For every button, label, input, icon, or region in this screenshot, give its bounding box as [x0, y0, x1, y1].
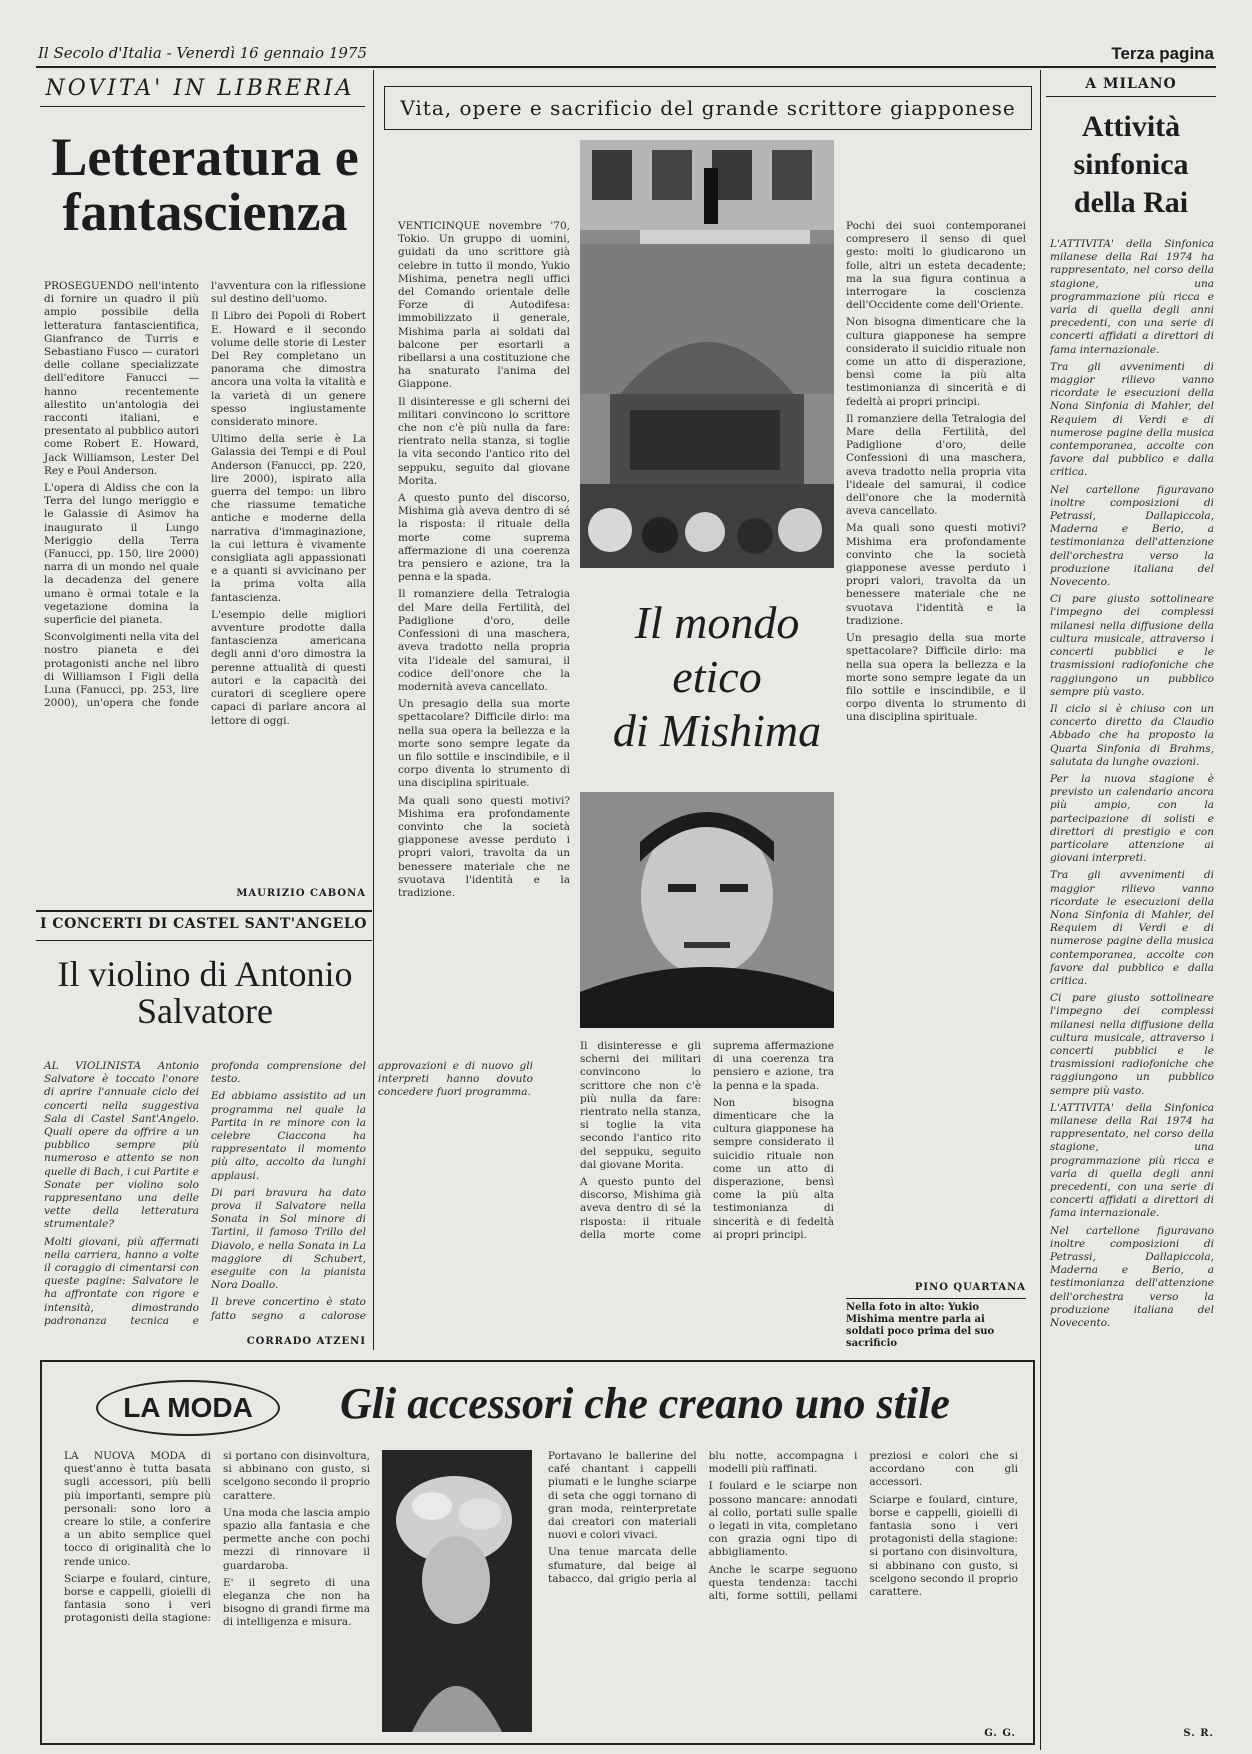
paragraph: I foulard e le sciarpe non possono mancare: annodati al collo, portati sulle spalle o legati in vita, completano con grazia ogni tipo di abbigliamento.	[708, 1480, 858, 1559]
sinfonica-byline: S. R.	[1183, 1728, 1214, 1739]
letteratura-title: Letteratura e fantascienza	[51, 127, 359, 243]
sinfonica-title: Attività sinfonica della Rai	[1073, 110, 1189, 219]
paragraph: L'esempio delle migliori avventure prodotte dalla fantascienza americana degli anni d'oro dimostra la perenne attualità di questi autori e la capacità dei curatori di scegliere opere capaci di parlare ancora al lettore di oggi.	[211, 608, 366, 727]
mishima-byline: PINO QUARTANA	[914, 1282, 1026, 1293]
sinfonica-body	[1050, 238, 1214, 1728]
moda-photo	[382, 1450, 532, 1732]
violino-kicker: I CONCERTI DI CASTEL SANT'ANGELO	[40, 916, 367, 932]
paragraph: Non bisogna dimenticare che la cultura giapponese ha sempre considerato il suicidio rituale non come un atto di disperazione, bensì come la più alta testimonianza di sincerità e di fedeltà ai propri principi.	[713, 1096, 834, 1241]
paragraph: Un presagio della sua morte spettacolare? Difficile dirlo: ma nella sua opera la bellezza e la morte sono sempre legate da un filo sottile e inscindibile, e il corpo diventa lo strumento di una disciplina spirituale.	[398, 698, 570, 790]
paragraph: Ma quali sono questi motivi? Mishima era profondamente convinto che la società giapponese avesse perduto i propri valori, travolta da un benessere materiale che ne svuotava l'identità e la tradizione.	[398, 794, 570, 899]
mishima-title-line: etico	[672, 651, 762, 702]
paragraph: Ultimo della serie è La Galassia dei Tempi e di Poul Anderson (Fanucci, pp. 220, lire 2000), ispirato alla guerra del tempo: un libro che riassume tematiche antiche e moderne della narrativa d'immaginazione, la cui lettura è vivamente consigliata agli appassionati e a quanti si avvicinano per la prima volta alla fantascienza.	[211, 433, 366, 604]
mishima-title	[592, 596, 842, 758]
mishima-body-center	[580, 1040, 834, 1340]
paragraph: Il ciclo si è chiuso con un concerto diretto da Claudio Abbado che ha proposto la Quarta Sinfonia di Brahms, salutata da lunghe ovazioni.	[1050, 702, 1214, 768]
violino-byline: CORRADO ATZENI	[246, 1336, 366, 1347]
violino-title: Il violino di Antonio Salvatore	[57, 954, 353, 1031]
paragraph: E' il segreto di una eleganza che non ha bisogno di grandi firme ma di intelligenza e misura.	[223, 1576, 370, 1629]
masthead-rule	[36, 66, 1216, 68]
paragraph: AL VIOLINISTA Antonio Salvatore è toccato l'onore di aprire l'annuale ciclo dei concerti nella suggestiva Sala di Castel Sant'Angelo. Quali opere da offrire a un pubblico sempre più numeroso e attento se non quelle di Bach, i cui Partite e Sonate per violino solo rappresentano una delle vette della letteratura strumentale?	[44, 1060, 199, 1231]
paragraph: PROSEGUENDO nell'intento di fornire un quadro il più ampio possibile della letteratura fantascientifica, Gianfranco de Turris e Sebastiano Fusco — curatori delle collane specializzate dell'editore Fanucci — hanno recentemente allestito un'antologia dei racconti italiani, e presentato al pubblico autori come Robert E. Howard, Jack Williamson, Lester Del Rey e Poul Anderson.	[44, 280, 199, 477]
letteratura-body	[44, 280, 366, 880]
violino-body	[44, 1060, 533, 1335]
column-divider	[1040, 70, 1041, 1750]
moda-body-right	[548, 1450, 1018, 1730]
moda-photo-illustration	[382, 1450, 532, 1732]
mishima-kicker: Vita, opere e sacrificio del grande scrittore giapponese	[400, 96, 1016, 120]
mishima-balcony-photo	[580, 140, 834, 568]
paragraph: Sconvolgimenti nella vita del nostro pianeta e dei protagonisti anche nel libro di Williamson I Figli della Luna (Fanucci, pp. 253, lire 2000), un'opera che fonde l'avventura con la riflessione sul destino dell'uomo.	[44, 280, 366, 710]
paragraph: Di pari bravura ha dato prova il Salvatore nella Sonata in Sol minore di Tartini, il famoso Trillo del Diavolo, e nella Sonata in La maggiore di Schubert, eseguite con la pianista Nora Doallo.	[211, 1186, 366, 1292]
mishima-title-line: di Mishima	[612, 705, 822, 756]
paragraph: Una tenue marcata delle sfumature, dal beige al tabacco, dal grigio perla al blu notte, accompagna i modelli più raffinati.	[548, 1450, 858, 1585]
paragraph: LA NUOVA MODA di quest'anno è tutta basata sugli accessori, più belli più importanti, sempre più personali: sono loro a creare lo stile, a conferire a un abito semplice quel tocco di originalità che lo rende unico.	[64, 1450, 211, 1568]
moda-label: LA MODA	[96, 1380, 280, 1436]
letteratura-byline: MAURIZIO CABONA	[236, 888, 366, 899]
paragraph: VENTICINQUE novembre '70, Tokio. Un gruppo di uomini, guidati da uno scrittore già celebre in tutto il mondo, Yukio Mishima, penetra negli uffici del Comando orientale delle Forze di Autodifesa: immobilizzato il generale, Mishima parla ai soldati dal balcone per esortarli a ribellarsi a una costituzione che ha snaturato l'anima del Giappone.	[398, 220, 570, 391]
paragraph: Nel cartellone figuravano inoltre composizioni di Petrassi, Dallapiccola, Maderna e Berio, a testimonianza dell'attenzione dell'orchestra verso la produzione italiana del Novecento.	[1050, 1224, 1214, 1330]
paragraph: L'ATTIVITA' della Sinfonica milanese della Rai 1974 ha rappresentato, nel corso della stagione, una programmazione più ricca e varia di quella degli anni precedenti, con una serie di concerti affidati a direttori di fama internazionale.	[1050, 1101, 1214, 1220]
masthead-date: Il Secolo d'Italia - Venerdì 16 gennaio 1975	[38, 44, 368, 62]
paragraph: Il disinteresse e gli scherni dei militari convincono lo scrittore che non c'è più nulla da fare: rientrato nella stanza, si toglie la vita secondo l'antico rito del seppuku, seguito dal giovane Morita.	[580, 1040, 701, 1171]
caption-rule	[846, 1298, 1026, 1299]
paragraph: Tra gli avvenimenti di maggior rilievo vanno ricordate le esecuzioni della Nona Sinfonia di Mahler, del Requiem di Verdi e di numerose pagine della musica contemporanea, accolte con favore dal pubblico e dalla critica.	[1050, 869, 1214, 987]
paragraph: Un presagio della sua morte spettacolare? Difficile dirlo: ma nella sua opera la bellezza e la morte sono sempre legate da un filo sottile e inscindibile, e il corpo diventa lo strumento di una disciplina spirituale.	[846, 632, 1026, 724]
portrait-illustration	[580, 792, 834, 1028]
kicker-rule	[40, 106, 365, 107]
paragraph: L'opera di Aldiss che con la Terra del lungo meriggio e le Galassie di Asimov ha inaugurato il Lungo Meriggio della Terra (Fanucci, pp. 150, lire 2000) narra di un mondo nel quale la decadenza del genere umano è ormai totale e la vegetazione domina la superficie del pianeta.	[44, 482, 199, 627]
paragraph: Non bisogna dimenticare che la cultura giapponese ha sempre considerato il suicidio rituale non come un atto di disperazione, bensì come la più alta testimonianza di sincerità e di fedeltà ai propri principi.	[846, 316, 1026, 408]
paragraph: Pochi dei suoi contemporanei compresero il senso di quel gesto: molti lo giudicarono un folle, altri un esteta decadente; ma la sua figura continua a interrogare la coscienza dell'Occidente come dell'Oriente.	[846, 220, 1026, 312]
paragraph: Ci pare giusto sottolineare l'impegno dei complessi milanesi nella diffusione della cultura musicale, attraverso i concerti pubblici e le trasmissioni radiofoniche che raggiungono un pubblico sempre più vasto.	[1050, 593, 1214, 698]
masthead-section: Terza pagina	[1111, 44, 1214, 63]
paragraph: Sciarpe e foulard, cinture, borse e cappelli, gioielli di fantasia sono i veri protagonisti della stagione: si portano con disinvoltura, si abbinano con gusto, si scelgono secondo il proprio carattere.	[64, 1450, 370, 1625]
sinfonica-kicker: A MILANO	[1085, 76, 1177, 92]
moda-byline: G. G.	[984, 1728, 1016, 1739]
paragraph: Il romanziere della Tetralogia del Mare della Fertilità, del Padiglione d'oro, delle Confessioni di una maschera, aveva tradotto nella propria vita l'ideale del samurai, il codice dell'onore che la modernità aveva cancellato.	[846, 412, 1026, 518]
paragraph: Il disinteresse e gli scherni dei militari convincono lo scrittore che non c'è più nulla da fare: rientrato nella stanza, si toglie la vita secondo l'antico rito del seppuku, seguito dal giovane Morita.	[398, 395, 570, 487]
paragraph: Una moda che lascia ampio spazio alla fantasia e che permette anche con pochi mezzi di rinnovare il guardaroba.	[223, 1506, 370, 1572]
section-rule	[36, 910, 372, 912]
paragraph: Molti giovani, più affermati nella carriera, hanno a volte il coraggio di cimentarsi con queste pagine: Salvatore le ha affrontate con rigore e intensità, dimostrando padronanza tecnica e profonda comprensione del testo.	[44, 1060, 366, 1327]
letteratura-kicker: NOVITA' IN LIBRERIA	[45, 76, 355, 101]
column-divider	[373, 70, 374, 1350]
mishima-body-left	[398, 220, 570, 1350]
mishima-portrait-photo	[580, 792, 834, 1028]
paragraph: Tra gli avvenimenti di maggior rilievo vanno ricordate le esecuzioni della Nona Sinfonia di Mahler, del Requiem di Verdi e di numerose pagine della musica contemporanea, accolte con favore dal pubblico e dalla critica.	[1050, 360, 1214, 479]
paragraph: Portavano le ballerine del café chantant i cappelli piumati e le lunghe sciarpe di seta che oggi tornano di gran moda, reinterpretate dai creatori con materiali nuovi e colori vivaci.	[548, 1450, 697, 1542]
paragraph: A questo punto del discorso, Mishima già aveva dentro di sé la risposta: il rituale della morte come suprema affermazione di una coerenza tra pensiero e azione, tra la penna e la spada.	[580, 1040, 834, 1241]
moda-body-left	[64, 1450, 370, 1730]
paragraph: Ci pare giusto sottolineare l'impegno dei complessi milanesi nella diffusione della cultura musicale, attraverso i concerti pubblici e le trasmissioni radiofoniche che raggiungono un pubblico sempre più vasto.	[1050, 992, 1214, 1097]
mishima-title-line: Il mondo	[634, 597, 800, 648]
paragraph: Il breve concertino è stato fatto segno a calorose approvazioni e di nuovo gli interpreti hanno dovuto concedere fuori programma.	[211, 1060, 533, 1322]
paragraph: Il Libro dei Popoli di Robert E. Howard e il secondo volume delle storie di Lester Del Rey completano un panorama che dimostra ancora una volta la vitalità e la varietà di un genere spesso ingiustamente considerato minore.	[211, 310, 366, 429]
paragraph: Ed abbiamo assistito ad un programma nel quale la Partita in re minore con la celebre Ciaccona ha rappresentato il momento più alto, accolto da lunghi applausi.	[211, 1090, 366, 1182]
paragraph: Anche le scarpe seguono questa tendenza: tacchi alti, forme sottili, pellami preziosi e colori che si accordano con gli accessori.	[708, 1450, 1018, 1603]
section-rule	[36, 940, 372, 941]
mishima-body-right	[846, 220, 1026, 1270]
mishima-caption: Nella foto in alto: Yukio Mishima mentre parla ai soldati poco prima del suo sacrificio	[846, 1302, 995, 1349]
mishima-kicker-box	[384, 86, 1032, 130]
balcony-photo-illustration	[580, 140, 834, 568]
moda-title: Gli accessori che creano uno stile	[340, 1379, 950, 1428]
paragraph: A questo punto del discorso, Mishima già aveva dentro di sé la risposta: il rituale della morte come suprema affermazione di una coerenza tra pensiero e azione, tra la penna e la spada.	[398, 492, 570, 584]
paragraph: Il romanziere della Tetralogia del Mare della Fertilità, del Padiglione d'oro, delle Confessioni di una maschera, aveva tradotto nella propria vita l'ideale del samurai, il codice dell'onore che la modernità aveva cancellato.	[398, 588, 570, 693]
paragraph: Per la nuova stagione è previsto un calendario ancora più ampio, con la partecipazione di solisti e direttori di prestigio e con particolare attenzione ai giovani interpreti.	[1050, 772, 1214, 865]
paragraph: Ma quali sono questi motivi? Mishima era profondamente convinto che la società giapponese avesse perduto i propri valori, travolta da un benessere materiale che ne svuotava l'identità e la tradizione.	[846, 522, 1026, 627]
paragraph: L'ATTIVITA' della Sinfonica milanese della Rai 1974 ha rappresentato, nel corso della stagione, una programmazione più ricca e varia di quella degli anni precedenti, con una serie di concerti affidati a direttori di fama internazionale.	[1050, 238, 1214, 356]
paragraph: Nel cartellone figuravano inoltre composizioni di Petrassi, Dallapiccola, Maderna e Berio, a testimonianza dell'attenzione dell'orchestra verso la produzione italiana del Novecento.	[1050, 483, 1214, 589]
kicker-rule	[1046, 96, 1216, 97]
paragraph: Sciarpe e foulard, cinture, borse e cappelli, gioielli di fantasia sono i veri protagonisti della stagione: si portano con disinvoltura, si abbinano con gusto, si scelgono secondo il proprio carattere.	[869, 1493, 1018, 1599]
